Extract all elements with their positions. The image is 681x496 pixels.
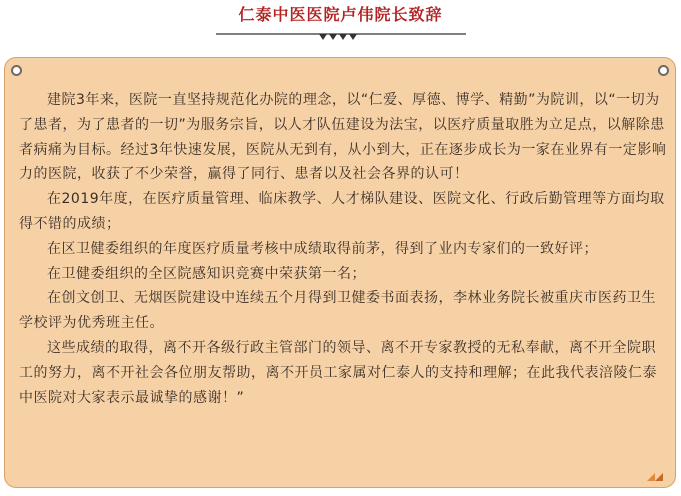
paragraph: 这些成绩的取得，离不开各级行政主管部门的领导、离不开专家教授的无私奉献，离不开全院职工的努力，离不开社会各位朋友帮助，离不开员工家属对仁泰人的支持和理解；在此我代表涪陵仁泰中医院对大家表示最诚挚的感谢！” — [19, 339, 657, 406]
speech-panel — [4, 57, 676, 488]
paragraph: 在区卫健委组织的年度医疗质量考核中成绩取得前茅，得到了业内专家们的一致好评； — [47, 240, 598, 257]
corner-arrow-icon — [645, 471, 665, 483]
paragraph: 在2019年度，在医疗质量管理、临床教学、人才梯队建设、医院文化、行政后勤管理等方面均取得不错的成绩； — [19, 191, 665, 232]
pin-icon — [658, 65, 669, 76]
pin-icon — [11, 65, 22, 76]
chevron-ornament-icon — [319, 34, 357, 40]
title-divider — [216, 30, 466, 44]
speech-body — [19, 88, 667, 410]
paragraph: 在卫健委组织的全区院感知识竞赛中荣获第一名； — [47, 265, 366, 282]
paragraph: 在创文创卫、无烟医院建设中连续五个月得到卫健委书面表扬，李林业务院长被重庆市医药卫生学校评为优秀班主任。 — [19, 290, 656, 332]
paragraph: 建院3年来，医院一直坚持规范化办院的理念，以“仁爱、厚德、博学、精勤”为院训，以“一切为了患者，为了患者的一切”为服务宗旨，以人才队伍建设为法宝，以医疗质量取胜为立足点，以解除患者病痛为目标。经过3年快速发展，医院从无到有，从小到大，正在逐步成长为一家在业界有一定影响力的医院，收获了不少荣誉，赢得了同行、患者以及社会各界的认可！ — [19, 92, 667, 183]
page-title: 仁泰中医医院卢伟院长致辞 — [238, 5, 443, 24]
